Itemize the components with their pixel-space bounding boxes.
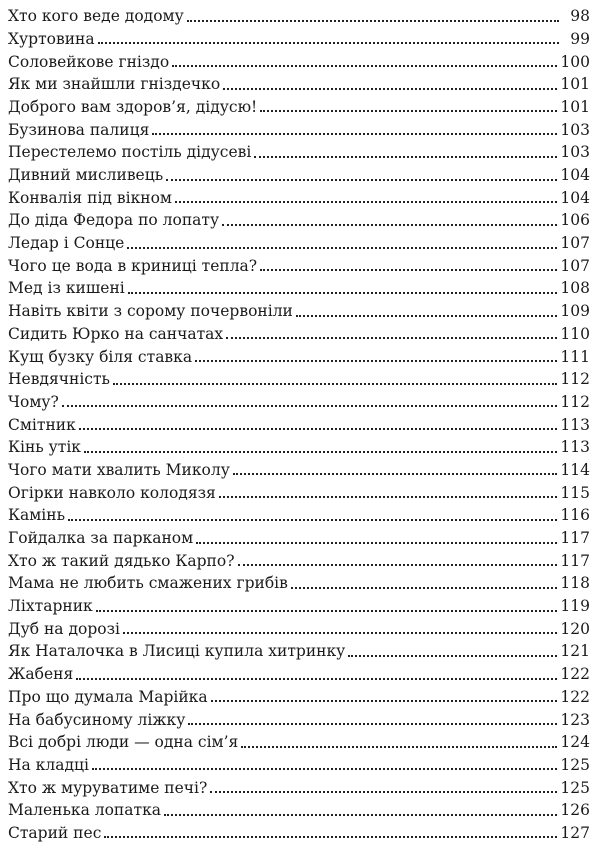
toc-entry-title: Чому? [8, 392, 59, 411]
toc-entry [8, 73, 590, 96]
toc-entry-title: Доброго вам здоров’я, дідусю! [8, 97, 258, 116]
dot-leader [188, 723, 557, 725]
toc-entry-title: Про що думала Марійка [8, 687, 208, 706]
toc-entry-title: Смітник [8, 415, 76, 434]
toc-entry [8, 708, 590, 731]
toc-entry [8, 754, 590, 777]
toc-entry [8, 187, 590, 210]
toc-entry-page-number: 126 [560, 801, 590, 820]
toc-entry [8, 368, 590, 391]
toc-entry-page-number: 120 [560, 619, 590, 638]
toc-entry-page-number: 125 [560, 778, 590, 797]
toc-entry-title: Жабеня [8, 665, 74, 684]
dot-leader [172, 65, 557, 67]
toc-entry-page-number: 121 [560, 642, 590, 661]
toc-entry-page-number: 113 [560, 438, 590, 457]
toc-entry-title: Ледар і Сонце [8, 234, 125, 253]
toc-entry-page-number: 116 [560, 506, 590, 525]
toc-entry [8, 527, 590, 550]
dot-leader [241, 746, 557, 748]
toc-entry-page-number: 124 [560, 733, 590, 752]
toc-entry [8, 28, 590, 51]
toc-entry [8, 595, 590, 618]
dot-leader [260, 269, 557, 271]
toc-entry-title: Дивний мисливець [8, 166, 164, 184]
dot-leader [196, 542, 557, 544]
toc-entry-title: Огірки навколо колодязя [8, 483, 216, 502]
toc-entry-page-number: 104 [560, 166, 590, 184]
dot-leader [175, 201, 557, 203]
dot-leader [123, 632, 557, 634]
dot-leader [238, 564, 558, 566]
toc-entry [8, 209, 590, 232]
toc-entry-title: Мама не любить смажених грибів [8, 574, 288, 593]
dot-leader [62, 405, 558, 407]
toc-entry [8, 232, 590, 255]
dot-leader [96, 610, 558, 612]
toc-entry-title: На бабусиному ліжку [8, 710, 186, 729]
toc-entry [8, 345, 590, 368]
toc-entry-title: Як Наталочка в Лисиці купила хитринку [8, 642, 346, 661]
toc-entry [8, 141, 590, 164]
dot-leader [195, 360, 557, 362]
toc-entry-page-number: 123 [560, 710, 590, 729]
toc-entry-title: Кущ бузку біля ставка [8, 347, 193, 366]
toc-entry [8, 277, 590, 300]
toc-entry-title: Невдячність [8, 370, 110, 389]
toc-entry-title: Перестелемо постіль дідусеві [8, 143, 252, 162]
toc-entry [8, 799, 590, 822]
toc-entry-title: Хуртовина [8, 29, 95, 48]
toc-entry-title: Камінь [8, 506, 66, 525]
toc-entry-title: Як ми знайшли гніздечко [8, 75, 221, 94]
toc-entry-title: Сидить Юрко на санчатах [8, 324, 224, 343]
toc-entry [8, 640, 590, 663]
dot-leader [296, 315, 558, 317]
toc-entry-title: Соловейкове гніздо [8, 52, 170, 71]
dot-leader [127, 247, 557, 249]
toc-entry [8, 822, 590, 845]
toc-entry-page-number: 118 [560, 574, 590, 593]
toc-entry-title: Хто кого веде додому [8, 7, 184, 26]
toc-entry-title: Чого мати хвалить Миколу [8, 460, 230, 479]
dot-leader [187, 20, 559, 22]
toc-entry-page-number: 103 [560, 143, 590, 162]
toc-entry-page-number: 122 [560, 665, 590, 684]
dot-leader [113, 383, 557, 385]
toc-entry-page-number: 110 [560, 324, 590, 343]
toc-entry-page-number: 103 [560, 120, 590, 139]
dot-leader [164, 814, 557, 816]
toc-entry [8, 731, 590, 754]
toc-entry-title: Хто ж такий дядько Карпо? [8, 551, 235, 570]
toc-entry-page-number: 107 [560, 234, 590, 253]
toc-entry [8, 436, 590, 459]
dot-leader [348, 655, 557, 657]
toc-entry-title: Конвалія під вікном [8, 188, 172, 207]
toc-entry-title: До діда Федора по лопату [8, 211, 220, 230]
dot-leader [104, 836, 557, 838]
dot-leader [222, 224, 557, 226]
toc-entry [8, 391, 590, 414]
dot-leader [84, 451, 557, 453]
toc-entry-page-number: 113 [560, 415, 590, 434]
toc-entry-page-number: 111 [560, 347, 590, 366]
toc-entry-title: Хто ж муруватиме печі? [8, 778, 208, 797]
dot-leader [152, 133, 557, 135]
toc-entry-title: Старий пес [8, 823, 102, 842]
toc-entry-page-number: 101 [560, 75, 590, 94]
toc-entry-page-number: 106 [560, 211, 590, 230]
dot-leader [68, 519, 557, 521]
toc-entry-page-number: 114 [560, 460, 590, 479]
toc-entry-title: Гойдалка за парканом [8, 529, 194, 547]
toc-entry-page-number: 107 [560, 256, 590, 275]
toc-entry-page-number: 117 [560, 529, 590, 547]
toc-entry [8, 663, 590, 686]
toc-entry-page-number: 112 [560, 370, 590, 389]
toc-entry-title: Навіть квіти з сорому почервоніли [8, 302, 293, 321]
dot-leader [291, 587, 558, 589]
toc-entry-title: Дуб на дорозі [8, 619, 121, 638]
dot-leader [223, 88, 557, 90]
toc-entry [8, 413, 590, 436]
toc-entry-page-number: 127 [560, 823, 590, 842]
toc-entry-title: Чого це вода в криниці тепла? [8, 256, 258, 275]
dot-leader [254, 156, 557, 158]
dot-leader [166, 179, 557, 181]
toc-entry [8, 686, 590, 709]
toc-entry-title: Бузинова палиця [8, 120, 150, 139]
toc-entry [8, 164, 590, 187]
toc-entry-page-number: 117 [560, 551, 590, 570]
dot-leader [128, 292, 558, 294]
toc-entry-page-number: 125 [560, 755, 590, 774]
dot-leader [219, 496, 558, 498]
toc-entry [8, 300, 590, 323]
toc-entry [8, 572, 590, 595]
dot-leader [211, 700, 558, 702]
toc-entry-page-number: 109 [560, 302, 590, 321]
toc-entry-page-number: 112 [560, 392, 590, 411]
toc-entry [8, 776, 590, 799]
dot-leader [260, 110, 557, 112]
toc-entry [8, 96, 590, 119]
toc-entry-title: Ліхтарник [8, 597, 93, 616]
toc-entry-page-number: 108 [560, 279, 590, 298]
toc-entry [8, 550, 590, 573]
toc-entry [8, 618, 590, 641]
toc-entry-page-number: 115 [560, 483, 590, 502]
dot-leader [210, 791, 557, 793]
toc-entry-page-number: 99 [570, 29, 590, 48]
toc-entry-page-number: 98 [570, 7, 590, 26]
dot-leader [76, 678, 557, 680]
toc-entry [8, 50, 590, 73]
dot-leader [226, 337, 557, 339]
toc-entry [8, 5, 590, 28]
toc-entry [8, 255, 590, 278]
toc-entry-page-number: 104 [560, 188, 590, 207]
toc-entry [8, 118, 590, 141]
toc-entry [8, 504, 590, 527]
toc-entry-title: Маленька лопатка [8, 801, 162, 820]
toc-entry-page-number: 122 [560, 687, 590, 706]
toc-entry-page-number: 119 [560, 597, 590, 616]
toc-entry-page-number: 101 [560, 97, 590, 116]
table-of-contents [8, 5, 590, 844]
dot-leader [92, 768, 557, 770]
dot-leader [233, 473, 558, 475]
toc-entry-title: Мед із кишені [8, 279, 125, 298]
dot-leader [79, 428, 558, 430]
toc-entry-page-number: 100 [560, 52, 590, 71]
toc-entry-title: На кладці [8, 755, 89, 774]
toc-entry [8, 323, 590, 346]
toc-entry-title: Кінь утік [8, 438, 81, 457]
toc-entry-title: Всі добрі люди — одна сім’я [8, 733, 239, 752]
toc-entry [8, 481, 590, 504]
toc-entry [8, 459, 590, 482]
dot-leader [98, 42, 559, 44]
